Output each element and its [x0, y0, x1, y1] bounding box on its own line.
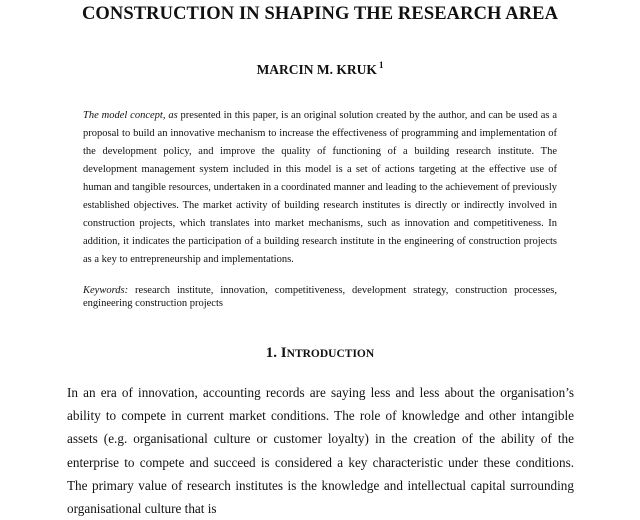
abstract	[83, 107, 557, 269]
author-line	[0, 60, 640, 78]
introduction-paragraph: In an era of innovation, accounting records are saying less and less about the organisation’s ability to compete in current market conditions. The role of knowledge and other intangible assets (e.g. organisational culture or customer loyalty) in the creation of the ability of the enterprise to compete and succeed is considered a key characteristic under these conditions. The primary value of research institutes is the knowledge and intellectual capital surrounding organisational culture that is	[67, 385, 574, 517]
section-heading-introduction	[0, 345, 640, 362]
keywords-label: Keywords:	[83, 285, 129, 296]
section-title-initial: I	[280, 345, 287, 361]
section-number: 1.	[265, 345, 278, 361]
author-name: MARCIN M. KRUK	[256, 62, 377, 77]
keywords	[83, 285, 557, 310]
author-footnote-marker: 1	[378, 60, 384, 70]
section-title-rest: NTRODUCTION	[286, 348, 375, 360]
paper-title: CONSTRUCTION IN SHAPING THE RESEARCH AREA	[81, 4, 559, 24]
abstract-text: presented in this paper, is an original solution created by the author, and can be used as a proposal to build an innovative mechanism to increase the effectiveness of programming and implementation of the development policy, and improve the quality of functioning of a building research institute. The development management system included in this model is a set of actions targeting at the effective use of human and tangible resources, undertaken in a coordinated manner and leading to the achievement of previously established objectives. The market activity of building research institutes is directly or indirectly involved in construction projects, which translates into market mechanisms, such as innovation and competitiveness. In addition, it indicates the participation of a building research institute in the engineering of construction projects as a key to entrepreneurship and implementations.	[83, 110, 557, 265]
keywords-text: research institute, innovation, competitiveness, development strategy, construction processes, engineering construction projects	[83, 285, 557, 309]
abstract-lead: The model concept, as	[83, 110, 178, 121]
